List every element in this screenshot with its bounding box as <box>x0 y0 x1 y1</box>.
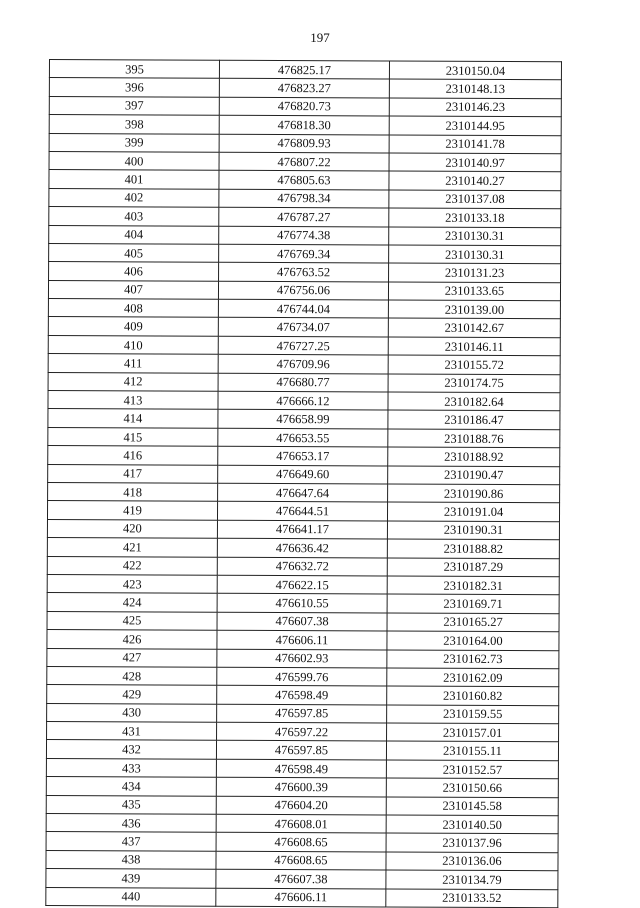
table-row <box>49 207 561 228</box>
y-coordinate-cell: 2310150.04 <box>389 61 561 80</box>
point-number-cell: 414 <box>48 409 218 428</box>
point-number-cell: 424 <box>47 593 217 612</box>
table-row <box>46 850 558 871</box>
point-number-cell: 434 <box>46 777 216 796</box>
point-number-cell: 435 <box>46 795 216 814</box>
x-coordinate-cell: 476606.11 <box>216 888 386 907</box>
table-row <box>47 519 559 540</box>
table-row <box>48 446 560 467</box>
x-coordinate-cell: 476680.77 <box>218 373 388 392</box>
point-number-cell: 400 <box>49 151 219 170</box>
point-number-cell: 413 <box>48 391 218 410</box>
point-number-cell: 412 <box>48 372 218 391</box>
table-row <box>48 317 560 338</box>
point-number-cell: 397 <box>49 96 219 115</box>
y-coordinate-cell: 2310190.86 <box>388 484 560 503</box>
point-number-cell: 419 <box>47 501 217 520</box>
table-row <box>47 666 559 687</box>
y-coordinate-cell: 2310137.08 <box>389 190 561 209</box>
point-number-cell: 396 <box>49 78 219 97</box>
x-coordinate-cell: 476647.64 <box>218 483 388 502</box>
point-number-cell: 425 <box>47 611 217 630</box>
x-coordinate-cell: 476744.04 <box>218 299 388 318</box>
table-row <box>46 869 558 890</box>
point-number-cell: 423 <box>47 574 217 593</box>
table-row <box>48 482 560 503</box>
y-coordinate-cell: 2310140.97 <box>389 153 561 172</box>
table-row <box>49 96 561 117</box>
y-coordinate-cell: 2310133.65 <box>388 282 560 301</box>
table-row <box>48 427 560 448</box>
y-coordinate-cell: 2310157.01 <box>387 723 559 742</box>
y-coordinate-cell: 2310133.52 <box>386 889 558 908</box>
y-coordinate-cell: 2310155.72 <box>388 355 560 374</box>
y-coordinate-cell: 2310188.76 <box>388 429 560 448</box>
point-number-cell: 429 <box>47 685 217 704</box>
x-coordinate-cell: 476608.65 <box>216 833 386 852</box>
point-number-cell: 416 <box>48 446 218 465</box>
point-number-cell: 402 <box>49 188 219 207</box>
table-row <box>49 115 561 136</box>
table-row <box>49 78 561 99</box>
point-number-cell: 401 <box>49 170 219 189</box>
y-coordinate-cell: 2310130.31 <box>389 245 561 264</box>
table-row <box>49 170 561 191</box>
x-coordinate-cell: 476598.49 <box>217 686 387 705</box>
x-coordinate-cell: 476597.85 <box>216 741 386 760</box>
point-number-cell: 398 <box>49 115 219 134</box>
point-number-cell: 411 <box>48 354 218 373</box>
y-coordinate-cell: 2310188.82 <box>387 539 559 558</box>
y-coordinate-cell: 2310164.00 <box>387 631 559 650</box>
y-coordinate-cell: 2310150.66 <box>386 778 558 797</box>
table-row <box>48 299 560 320</box>
table-row <box>48 372 560 393</box>
x-coordinate-cell: 476600.39 <box>216 777 386 796</box>
table-row <box>47 593 559 614</box>
x-coordinate-cell: 476653.55 <box>218 428 388 447</box>
coordinate-table <box>45 59 562 908</box>
page-number: 197 <box>310 30 330 45</box>
y-coordinate-cell: 2310162.09 <box>387 668 559 687</box>
x-coordinate-cell: 476787.27 <box>219 207 389 226</box>
x-coordinate-cell: 476597.85 <box>217 704 387 723</box>
point-number-cell: 409 <box>48 317 218 336</box>
x-coordinate-cell: 476727.25 <box>218 336 388 355</box>
y-coordinate-cell: 2310159.55 <box>387 705 559 724</box>
x-coordinate-cell: 476769.34 <box>219 244 389 263</box>
x-coordinate-cell: 476820.73 <box>219 97 389 116</box>
point-number-cell: 417 <box>48 464 218 483</box>
table-row <box>48 409 560 430</box>
table-row <box>49 225 561 246</box>
x-coordinate-cell: 476607.38 <box>217 612 387 631</box>
x-coordinate-cell: 476798.34 <box>219 189 389 208</box>
x-coordinate-cell: 476763.52 <box>219 263 389 282</box>
y-coordinate-cell: 2310155.11 <box>386 741 558 760</box>
point-number-cell: 432 <box>46 740 216 759</box>
point-number-cell: 433 <box>46 758 216 777</box>
x-coordinate-cell: 476608.65 <box>216 851 386 870</box>
table-row <box>49 133 561 154</box>
x-coordinate-cell: 476604.20 <box>216 796 386 815</box>
y-coordinate-cell: 2310137.96 <box>386 833 558 852</box>
table-row <box>48 354 560 375</box>
point-number-cell: 403 <box>49 207 219 226</box>
y-coordinate-cell: 2310145.58 <box>386 797 558 816</box>
table-row <box>48 335 560 356</box>
x-coordinate-cell: 476606.11 <box>217 630 387 649</box>
x-coordinate-cell: 476649.60 <box>218 465 388 484</box>
point-number-cell: 404 <box>49 225 219 244</box>
table-row <box>47 630 559 651</box>
table-row <box>49 151 561 172</box>
y-coordinate-cell: 2310148.13 <box>389 79 561 98</box>
y-coordinate-cell: 2310190.31 <box>387 521 559 540</box>
table-row <box>47 574 559 595</box>
point-number-cell: 405 <box>49 243 219 262</box>
x-coordinate-cell: 476818.30 <box>219 115 389 134</box>
table-row <box>48 391 560 412</box>
table-row <box>46 758 558 779</box>
x-coordinate-cell: 476709.96 <box>218 354 388 373</box>
y-coordinate-cell: 2310169.71 <box>387 594 559 613</box>
x-coordinate-cell: 476598.49 <box>216 759 386 778</box>
y-coordinate-cell: 2310152.57 <box>386 760 558 779</box>
table-row <box>47 501 559 522</box>
y-coordinate-cell: 2310140.50 <box>386 815 558 834</box>
point-number-cell: 430 <box>47 703 217 722</box>
y-coordinate-cell: 2310146.23 <box>389 98 561 117</box>
point-number-cell: 408 <box>48 299 218 318</box>
x-coordinate-cell: 476599.76 <box>217 667 387 686</box>
y-coordinate-cell: 2310188.92 <box>388 447 560 466</box>
y-coordinate-cell: 2310190.47 <box>388 466 560 485</box>
x-coordinate-cell: 476734.07 <box>218 318 388 337</box>
point-number-cell: 439 <box>46 869 216 888</box>
point-number-cell: 418 <box>48 482 218 501</box>
point-number-cell: 406 <box>49 262 219 281</box>
y-coordinate-cell: 2310187.29 <box>387 558 559 577</box>
table-row <box>49 60 561 81</box>
y-coordinate-cell: 2310131.23 <box>389 263 561 282</box>
y-coordinate-cell: 2310146.11 <box>388 337 560 356</box>
y-coordinate-cell: 2310174.75 <box>388 374 560 393</box>
point-number-cell: 438 <box>46 850 216 869</box>
x-coordinate-cell: 476807.22 <box>219 152 389 171</box>
x-coordinate-cell: 476653.17 <box>218 446 388 465</box>
y-coordinate-cell: 2310182.64 <box>388 392 560 411</box>
point-number-cell: 437 <box>46 832 216 851</box>
point-number-cell: 427 <box>47 648 217 667</box>
table-row <box>46 832 558 853</box>
y-coordinate-cell: 2310140.27 <box>389 171 561 190</box>
y-coordinate-cell: 2310139.00 <box>388 300 560 319</box>
table-row <box>46 795 558 816</box>
table-row <box>47 685 559 706</box>
y-coordinate-cell: 2310160.82 <box>387 686 559 705</box>
x-coordinate-cell: 476641.17 <box>217 520 387 539</box>
x-coordinate-cell: 476774.38 <box>219 226 389 245</box>
x-coordinate-cell: 476809.93 <box>219 134 389 153</box>
x-coordinate-cell: 476632.72 <box>217 557 387 576</box>
y-coordinate-cell: 2310141.78 <box>389 135 561 154</box>
table-row <box>47 648 559 669</box>
y-coordinate-cell: 2310130.31 <box>389 226 561 245</box>
point-number-cell: 426 <box>47 630 217 649</box>
table-row <box>46 814 558 835</box>
y-coordinate-cell: 2310136.06 <box>386 852 558 871</box>
x-coordinate-cell: 476608.01 <box>216 814 386 833</box>
y-coordinate-cell: 2310191.04 <box>387 502 559 521</box>
table-row <box>47 538 559 559</box>
point-number-cell: 399 <box>49 133 219 152</box>
point-number-cell: 440 <box>46 887 216 906</box>
x-coordinate-cell: 476602.93 <box>217 649 387 668</box>
x-coordinate-cell: 476644.51 <box>217 502 387 521</box>
table-row <box>46 740 558 761</box>
y-coordinate-cell: 2310144.95 <box>389 116 561 135</box>
table-row <box>47 611 559 632</box>
x-coordinate-cell: 476823.27 <box>219 79 389 98</box>
table-row <box>48 280 560 301</box>
y-coordinate-cell: 2310162.73 <box>387 649 559 668</box>
table-row <box>47 556 559 577</box>
x-coordinate-cell: 476756.06 <box>218 281 388 300</box>
table-row <box>46 777 558 798</box>
point-number-cell: 431 <box>47 722 217 741</box>
table-body <box>46 60 562 908</box>
table-row <box>49 188 561 209</box>
x-coordinate-cell: 476597.22 <box>217 722 387 741</box>
x-coordinate-cell: 476610.55 <box>217 594 387 613</box>
point-number-cell: 410 <box>48 335 218 354</box>
x-coordinate-cell: 476825.17 <box>219 60 389 79</box>
x-coordinate-cell: 476622.15 <box>217 575 387 594</box>
point-number-cell: 421 <box>47 538 217 557</box>
y-coordinate-cell: 2310133.18 <box>389 208 561 227</box>
point-number-cell: 395 <box>49 60 219 79</box>
point-number-cell: 436 <box>46 814 216 833</box>
point-number-cell: 428 <box>47 666 217 685</box>
x-coordinate-cell: 476607.38 <box>216 869 386 888</box>
table-row <box>48 464 560 485</box>
x-coordinate-cell: 476636.42 <box>217 538 387 557</box>
point-number-cell: 407 <box>48 280 218 299</box>
table-row <box>47 722 559 743</box>
point-number-cell: 422 <box>47 556 217 575</box>
x-coordinate-cell: 476658.99 <box>218 410 388 429</box>
point-number-cell: 420 <box>47 519 217 538</box>
y-coordinate-cell: 2310134.79 <box>386 870 558 889</box>
x-coordinate-cell: 476666.12 <box>218 391 388 410</box>
y-coordinate-cell: 2310182.31 <box>387 576 559 595</box>
table-row <box>49 243 561 264</box>
y-coordinate-cell: 2310142.67 <box>388 318 560 337</box>
point-number-cell: 415 <box>48 427 218 446</box>
y-coordinate-cell: 2310186.47 <box>388 410 560 429</box>
table-row <box>47 703 559 724</box>
x-coordinate-cell: 476805.63 <box>219 171 389 190</box>
y-coordinate-cell: 2310165.27 <box>387 613 559 632</box>
table-row <box>49 262 561 283</box>
